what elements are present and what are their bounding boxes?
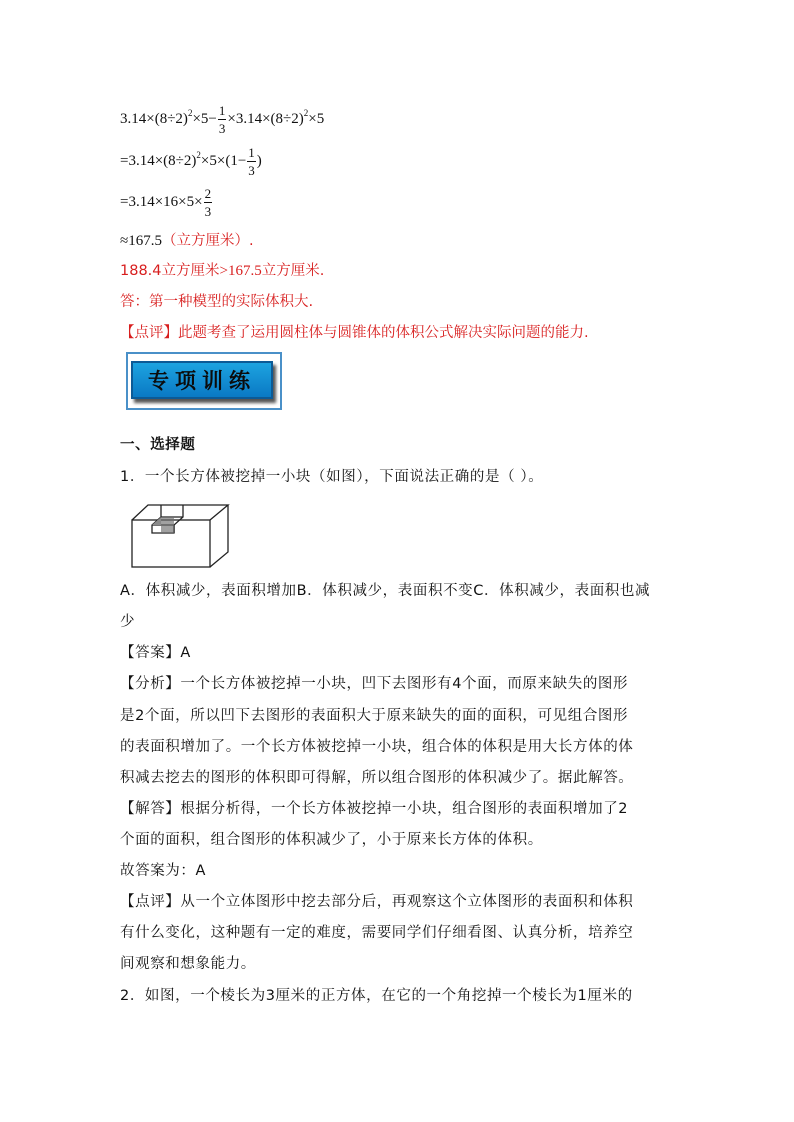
formula-text: ×5 — [308, 110, 325, 127]
q1-options-line-2: 少 — [120, 614, 136, 630]
q1-analysis-1: 【分析】一个长方体被挖掉一小块，凹下去图形有4个面，而原来缺失的图形 — [120, 676, 629, 692]
q1-solution-1: 【解答】根据分析得，一个长方体被挖掉一小块，组合图形的表面积增加了2 — [120, 801, 629, 817]
comparison-unit: 立方厘米. — [261, 263, 325, 279]
formula-text: 3.14×(8÷2) — [120, 110, 188, 127]
formula-text: ×5− — [192, 110, 217, 127]
comment-red: 【点评】此题考查了运用圆柱体与圆锥体的体积公式解决实际问题的能力. — [120, 325, 589, 341]
fraction-two-thirds — [204, 187, 213, 218]
formula-result: ≈167.5 — [120, 233, 162, 249]
comparison-line — [120, 259, 324, 280]
q1-analysis-3: 的表面积增加了。一个长方体被挖掉一小块，组合体的体积是用大长方体的体 — [120, 739, 634, 755]
cuboid-figure — [130, 503, 232, 569]
q1-comment-3: 间观察和想象能力。 — [120, 956, 256, 972]
section-banner — [126, 352, 282, 410]
formula-line-3 — [120, 187, 213, 218]
formula-text: =3.14×16×5× — [120, 193, 203, 210]
formula-text: =3.14×(8÷2) — [120, 152, 197, 169]
q1-solution-2: 个面的面积，组合图形的体积减少了，小于原来长方体的体积。 — [120, 832, 543, 848]
formula-line-4 — [120, 229, 254, 250]
section-title: 一、选择题 — [120, 437, 196, 453]
formula-text: ×5×(1− — [200, 152, 247, 169]
fraction-one-third — [218, 104, 227, 135]
exponent: 2 — [187, 107, 193, 118]
question-1-text: 1．一个长方体被挖掉一小块（如图），下面说法正确的是（ ）。 — [120, 469, 544, 485]
comparison-right-value: >167.5 — [219, 263, 262, 279]
answer-red: 答：第一种模型的实际体积大. — [120, 294, 314, 310]
q1-comment-2: 有什么变化，这种题有一定的难度，需要同学们仔细看图、认真分析，培养空 — [120, 925, 634, 941]
q1-analysis-4: 积减去挖去的图形的体积即可得解，所以组合图形的体积减少了。据此解答。 — [120, 770, 634, 786]
numerator: 1 — [248, 145, 255, 160]
denominator: 3 — [218, 121, 226, 136]
unit-text: （立方厘米）. — [161, 233, 254, 249]
numerator: 2 — [204, 186, 212, 201]
comparison-left: 188.4立方厘米 — [120, 263, 220, 279]
question-2-text: 2．如图，一个棱长为3厘米的正方体，在它的一个角挖掉一个棱长为1厘米的 — [120, 988, 633, 1004]
fraction-one-third — [247, 146, 256, 177]
formula-line-1 — [120, 104, 324, 135]
numerator: 1 — [218, 103, 226, 118]
q1-options-line-1: A．体积减少，表面积增加B．体积减少，表面积不变C．体积减少，表面积也减 — [120, 583, 651, 599]
q1-analysis-2: 是2个面，所以凹下去图形的表面积大于原来缺失的面的面积，可见组合图形 — [120, 708, 629, 724]
exponent: 2 — [303, 107, 309, 118]
formula-text: ) — [256, 152, 262, 169]
formula-text: ×3.14×(8÷2) — [227, 110, 304, 127]
q1-final-answer: 故答案为：A — [120, 863, 207, 879]
formula-line-2 — [120, 146, 262, 177]
banner-label: 专项训练 — [131, 361, 273, 399]
q1-answer: 【答案】A — [120, 645, 191, 661]
denominator: 3 — [248, 163, 255, 178]
exponent: 2 — [196, 149, 201, 160]
q1-comment-1: 【点评】从一个立体图形中挖去部分后，再观察这个立体图形的表面积和体积 — [120, 894, 634, 910]
denominator: 3 — [204, 204, 212, 219]
